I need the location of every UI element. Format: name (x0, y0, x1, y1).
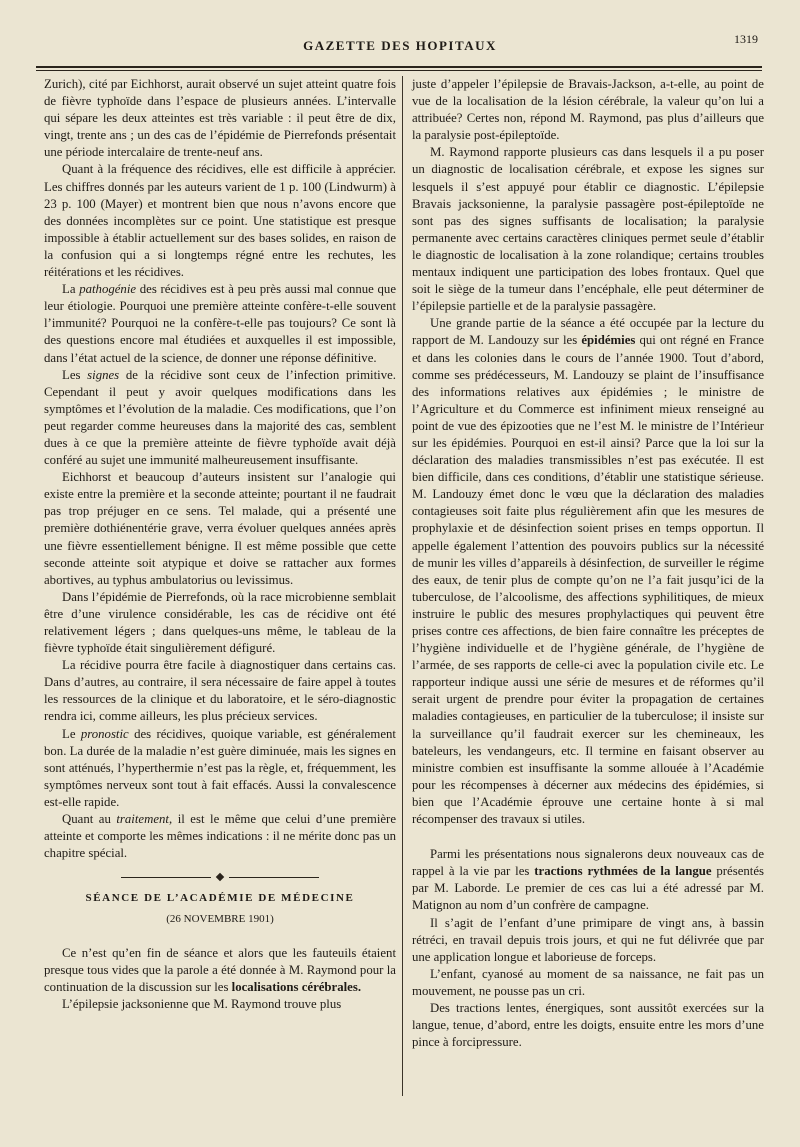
paragraph-lead: Une grande partie de la séance a été occupée par la lecture du rapport de M. Landouzy sur les (412, 316, 764, 348)
emphasis-term: pronostic (80, 726, 129, 741)
bold-term: tractions rythmées de la langue (534, 864, 712, 879)
emphasis-term: pathogénie (79, 282, 137, 297)
paragraph-rest: qui ont régné en France et dans les colonies dans le cours de l’année 1900. Tout d’abord, comme ses prédécesseurs, M. Landouzy se plaint de l’insuffisance des informations relatives aux épidémies ; le ministre de l’Agriculture et du Commerce est infiniment mieux renseigné au point de vue des épizooties que ne l’est M. le ministre de l’Intérieur sur les épidémies. Pourquoi en est-il ainsi? Parce que la loi sur la déclaration des maladies transmissibles n’est pas exécutée. Il est bien difficile, dans ces conditions, d’établir une statistique sérieuse. M. Landouzy émet donc le vœu que la déclaration des maladies contagieuses soit faite plus régulièrement afin que les mesures de prophylaxie et de désinfection soient prises en temps opportun. Il appelle également l’attention des pouvoirs publics sur la nécessité de munir les villes d’appareils à désinfection, de surveiller le régime des eaux, de tenir plus de compte qu’on ne l’a fait jusqu’ici de la tuberculose, de l’alcoolisme, des affections syphilitiques, de mieux instruire le public des mesures prophylactiques qui peuvent être prises contre ces affections, de bien faire connaître les préceptes de l’hygiène individuelle et de l’hygiène générale, de l’hygiène de l’armée, de ses rapports de celle-ci avec la population civile etc. Le rapporteur indique aussi une série de mesures et de réformes qu’il serait urgent de prendre pour éviter la propagation de certaines maladies contagieuses, en particulier de la tuberculose; il insiste sur la surveillance qu’il faudrait exercer sur les chemineaux, les bateleurs, les vendangeurs, etc. Il termine en faisant observer au ministre combien est insuffisante la somme allouée à l’Académie pour les récompenses à décerner aux médecins des épidémies, si bien que l’Académie éprouve une certaine honte à si mal récompenser des travaux si utiles. (412, 333, 764, 827)
emphasis-term: traitement (116, 812, 169, 827)
paragraph-rest: des récidives est à peu près aussi mal connue que leur étiologie. Pourquoi une première atteinte confère-t-elle souvent l’immunité? Pourquoi ne la confère-t-elle pas toujours? Ce sont là des questions encore mal étudiées et auxquelles il est impossible, dans l’état actuel de la science, de donner une réponse définitive. (44, 282, 397, 365)
paragraph: M. Raymond rapporte plusieurs cas dans lesquels il a pu poser un diagnostic de localisation cérébrale, et expose les signes sur lesquels il s’est appuyé pour établir ce diagnostic. L’épilepsie Bravais jacksonienne, la paralysie passagère post-épileptoïde ne sont pas des signes suffisants de localisation; la paralysie permanente avec certains caractères cliniques permet seule d’établir le diagnostic de localisation à la zone rolandique; certains troubles mentaux indiquent une participation des lobes frontaux. Quel que soit le siège de la tumeur dans l’encéphale, elle peut déterminer de l’épilepsie partielle et de la paralysie passagère. (412, 145, 764, 314)
section-separator (44, 868, 396, 878)
paragraph-rest: des récidives, quoique variable, est généralement bon. La durée de la maladie n’est guère diminuée, mais les signes en sont atténués, l’hyperthermie n’est pas la règle, et, fréquemment, les symptômes nerveux sont tout à fait effacés. Aussi la convalescence est-elle rapide. (44, 726, 396, 809)
paragraph (412, 846, 764, 914)
paragraph: Dans l’épidémie de Pierrefonds, où la race microbienne semblait être d’une virulence considérable, les cas de récidive ont été relativement légers ; dans quelques-uns même, le tableau de la fièvre typhoïde était singulièrement défiguré. (44, 589, 396, 656)
paragraph-lead: Quant au (62, 812, 111, 827)
paragraph (44, 726, 396, 811)
paragraph (44, 281, 396, 366)
paragraph: Des tractions lentes, énergiques, sont aussitôt exercées sur la langue, tenue, d’abord, entre les doigts, ensuite entre les mors d’une pince à forcipressure. (412, 1000, 764, 1050)
paragraph (44, 367, 396, 470)
bold-term: localisations cérébrales. (231, 979, 362, 994)
separator-line (121, 877, 211, 878)
paragraph: Il s’agit de l’enfant d’une primipare de vingt ans, à bassin rétréci, en travail depuis trois jours, et qui ne fut délivrée que par une application longue et laborieuse de forceps. (412, 915, 764, 964)
paragraph-lead: Parmi les présentations nous signalerons deux nouveaux cas de rappel à la vie par les (412, 847, 764, 879)
paragraph-rest: , il est le même que celui d’une première atteinte et comporte les mêmes indications : il ne mérite donc pas un chapitre spécial. (44, 812, 396, 861)
bold-term: épidémies (581, 333, 636, 348)
page-number: 1319 (734, 32, 758, 46)
right-column (412, 76, 764, 1051)
section-heading: SÉANCE DE L’ACADÉMIE DE MÉDECINE (85, 892, 355, 905)
paragraph-gap (412, 828, 764, 846)
separator-line (229, 877, 319, 878)
paragraph: La récidive pourra être facile à diagnostiquer dans certains cas. Dans d’autres, au contraire, il sera nécessaire de faire appel à toutes les ressources de la clinique et du laboratoire, et le séro-diagnostic rendra ici, comme ailleurs, les plus précieux services. (44, 658, 396, 724)
column-divider (402, 76, 403, 1096)
header-rule-thin (36, 70, 762, 71)
paragraph-lead: Le (62, 726, 76, 741)
paragraph: Zurich), cité par Eichhorst, aurait observé un sujet atteint quatre fois de fièvre typhoïde dans l’espace de plusieurs années. L’intervalle qui sépare les deux atteintes est très variable : il peut être de dix, vingt, trente ans ; un des cas de l’épidémie de Pierrefonds présentait une période intercalaire de trente-neuf ans. (44, 77, 396, 160)
header-rule (36, 66, 762, 68)
paragraph (412, 315, 764, 828)
journal-title: GAZETTE DES HOPITAUX (303, 38, 497, 53)
paragraph-lead: La (62, 282, 76, 297)
paragraph (44, 811, 396, 862)
paragraph-rest: présentés par M. Laborde. Le premier de ces cas lui a été adressé par M. Matignon au nom d’un confrère de campagne. (412, 864, 765, 913)
left-column (44, 76, 396, 1013)
paragraph: juste d’appeler l’épilepsie de Bravais-Jackson, a-t-elle, au point de vue de la localisation de la lésion cérébrale, la valeur qu’on lui a attribuée? Certes non, répond M. Raymond, pas plus d’ailleurs que la paralysie post-épileptoïde. (412, 77, 764, 143)
paragraph: L’enfant, cyanosé au moment de sa naissance, ne fait pas un mouvement, ne pousse pas un cri. (412, 966, 764, 998)
paragraph-rest: de la récidive sont ceux de l’infection primitive. Cependant il peut y avoir quelques modifications dans les symptômes et l’évolution de la maladie. Ces modifications, que l’on peut regarder comme heureuses dans la majorité des cas, semblent dues à ce que la première atteinte de fièvre typhoïde avait déjà conféré au sujet une immunité malheureusement insuffisante. (44, 367, 396, 468)
page-header (40, 34, 760, 56)
paragraph: Eichhorst et beaucoup d’auteurs insistent sur l’analogie qui existe entre la première et la seconde atteinte; pourtant il ne faudrait pas trop préjuger en ce sens. Tel malade, qui a présenté une première dothiénentérie grave, verra évoluer quelques années après une fièvre essentiellement bénigne. Il est même possible que cette seconde atteinte soit atypique et doive se rattacher aux formes abortives, au typhus ambulatorius ou levissimus. (44, 470, 396, 587)
paragraph-body: Ce n’est qu’en fin de séance et alors que les fauteuils étaient presque tous vides que la parole a été donnée à M. Raymond pour la continuation de la discussion sur les (44, 945, 396, 994)
emphasis-term: signes (87, 367, 120, 382)
section-date: (26 NOVEMBRE 1901) (166, 913, 274, 926)
paragraph (44, 945, 396, 996)
paragraph: L’épilepsie jacksonienne que M. Raymond trouve plus (62, 996, 342, 1011)
paragraph: Quant à la fréquence des récidives, elle est difficile à apprécier. Les chiffres donnés par les auteurs varient de 1 p. 100 (Lindwurm) à 23 p. 100 (Mayer) et montrent bien que nous n’avons encore que des données incomplètes sur ce point. Une statistique est presque impossible à établir actuellement sur des bases solides, en raison de la confusion qui a si longtemps régné entre les rechutes, les réitérations et les récidives. (44, 162, 396, 280)
paragraph-lead: Les (62, 367, 81, 382)
separator-diamond (216, 873, 224, 881)
